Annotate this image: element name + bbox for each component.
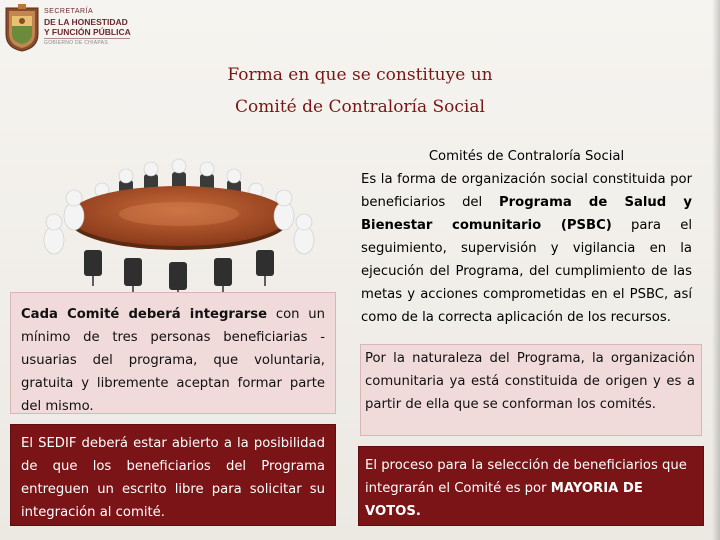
meeting-table-illustration [24, 158, 334, 298]
right-box1-text-b: para el seguimiento, supervisión y vigilancia en la ejecución del Programa, del cumplimiento de las metas y acciones comprometidas en el PSBC, así como de la correcta aplicación de los recursos. [361, 218, 692, 325]
right-info-box-selection [358, 446, 704, 526]
logo-divider [44, 38, 130, 39]
right-box3-text: El proceso para la selección de beneficiarios que integrarán el Comité es por [365, 458, 687, 496]
left-box1-bold-text: Cada Comité deberá integrarse [21, 307, 268, 322]
right-box1-text-a: Es la forma de organización social constituida por beneficiarios del [361, 172, 692, 210]
right-box3-body [365, 454, 695, 523]
logo-text-funcion-publica: Y FUNCIÓN PÚBLICA [44, 27, 131, 37]
right-info-box-organization [360, 344, 702, 436]
right-box1-bold: Programa de Salud y Bienestar comunitario (PSBC) [361, 195, 692, 233]
right-box1-heading: Comités de Contraloría Social [428, 149, 625, 164]
left-box2-text: El SEDIF deberá estar abierto a la posibilidad de que los beneficiarios del Programa entreguen un escrito libre para solicitar su integración al comité. [21, 436, 325, 520]
right-box2-text: Por la naturaleza del Programa, la organización comunitaria ya está constituida de origen y es a partir de ella que se conforman los comités. [365, 351, 695, 412]
slide-edge-shadow [712, 0, 720, 540]
page-title-line-1: Forma en que se constituye un [227, 65, 493, 85]
page-title-line-2: Comité de Contraloría Social [235, 97, 485, 117]
government-seal-icon [4, 4, 40, 52]
logo-text-honestidad: DE LA HONESTIDAD [44, 17, 128, 27]
left-info-box-sedif [10, 424, 336, 526]
left-info-box-integration [10, 292, 336, 414]
right-info-box-definition [356, 143, 702, 329]
left-box1-text: con un mínimo de tres personas beneficiarias - usuarias del programa, que voluntaria, gratuita y libremente aceptan formar parte del mismo. [21, 307, 325, 414]
logo-text-gobierno: GOBIERNO DE CHIAPAS [44, 40, 108, 46]
government-logo [4, 4, 134, 54]
logo-text-secretaria: SECRETARÍA [44, 8, 94, 15]
right-box1-body [361, 168, 692, 329]
right-box3-bold: MAYORIA DE VOTOS. [365, 481, 643, 519]
